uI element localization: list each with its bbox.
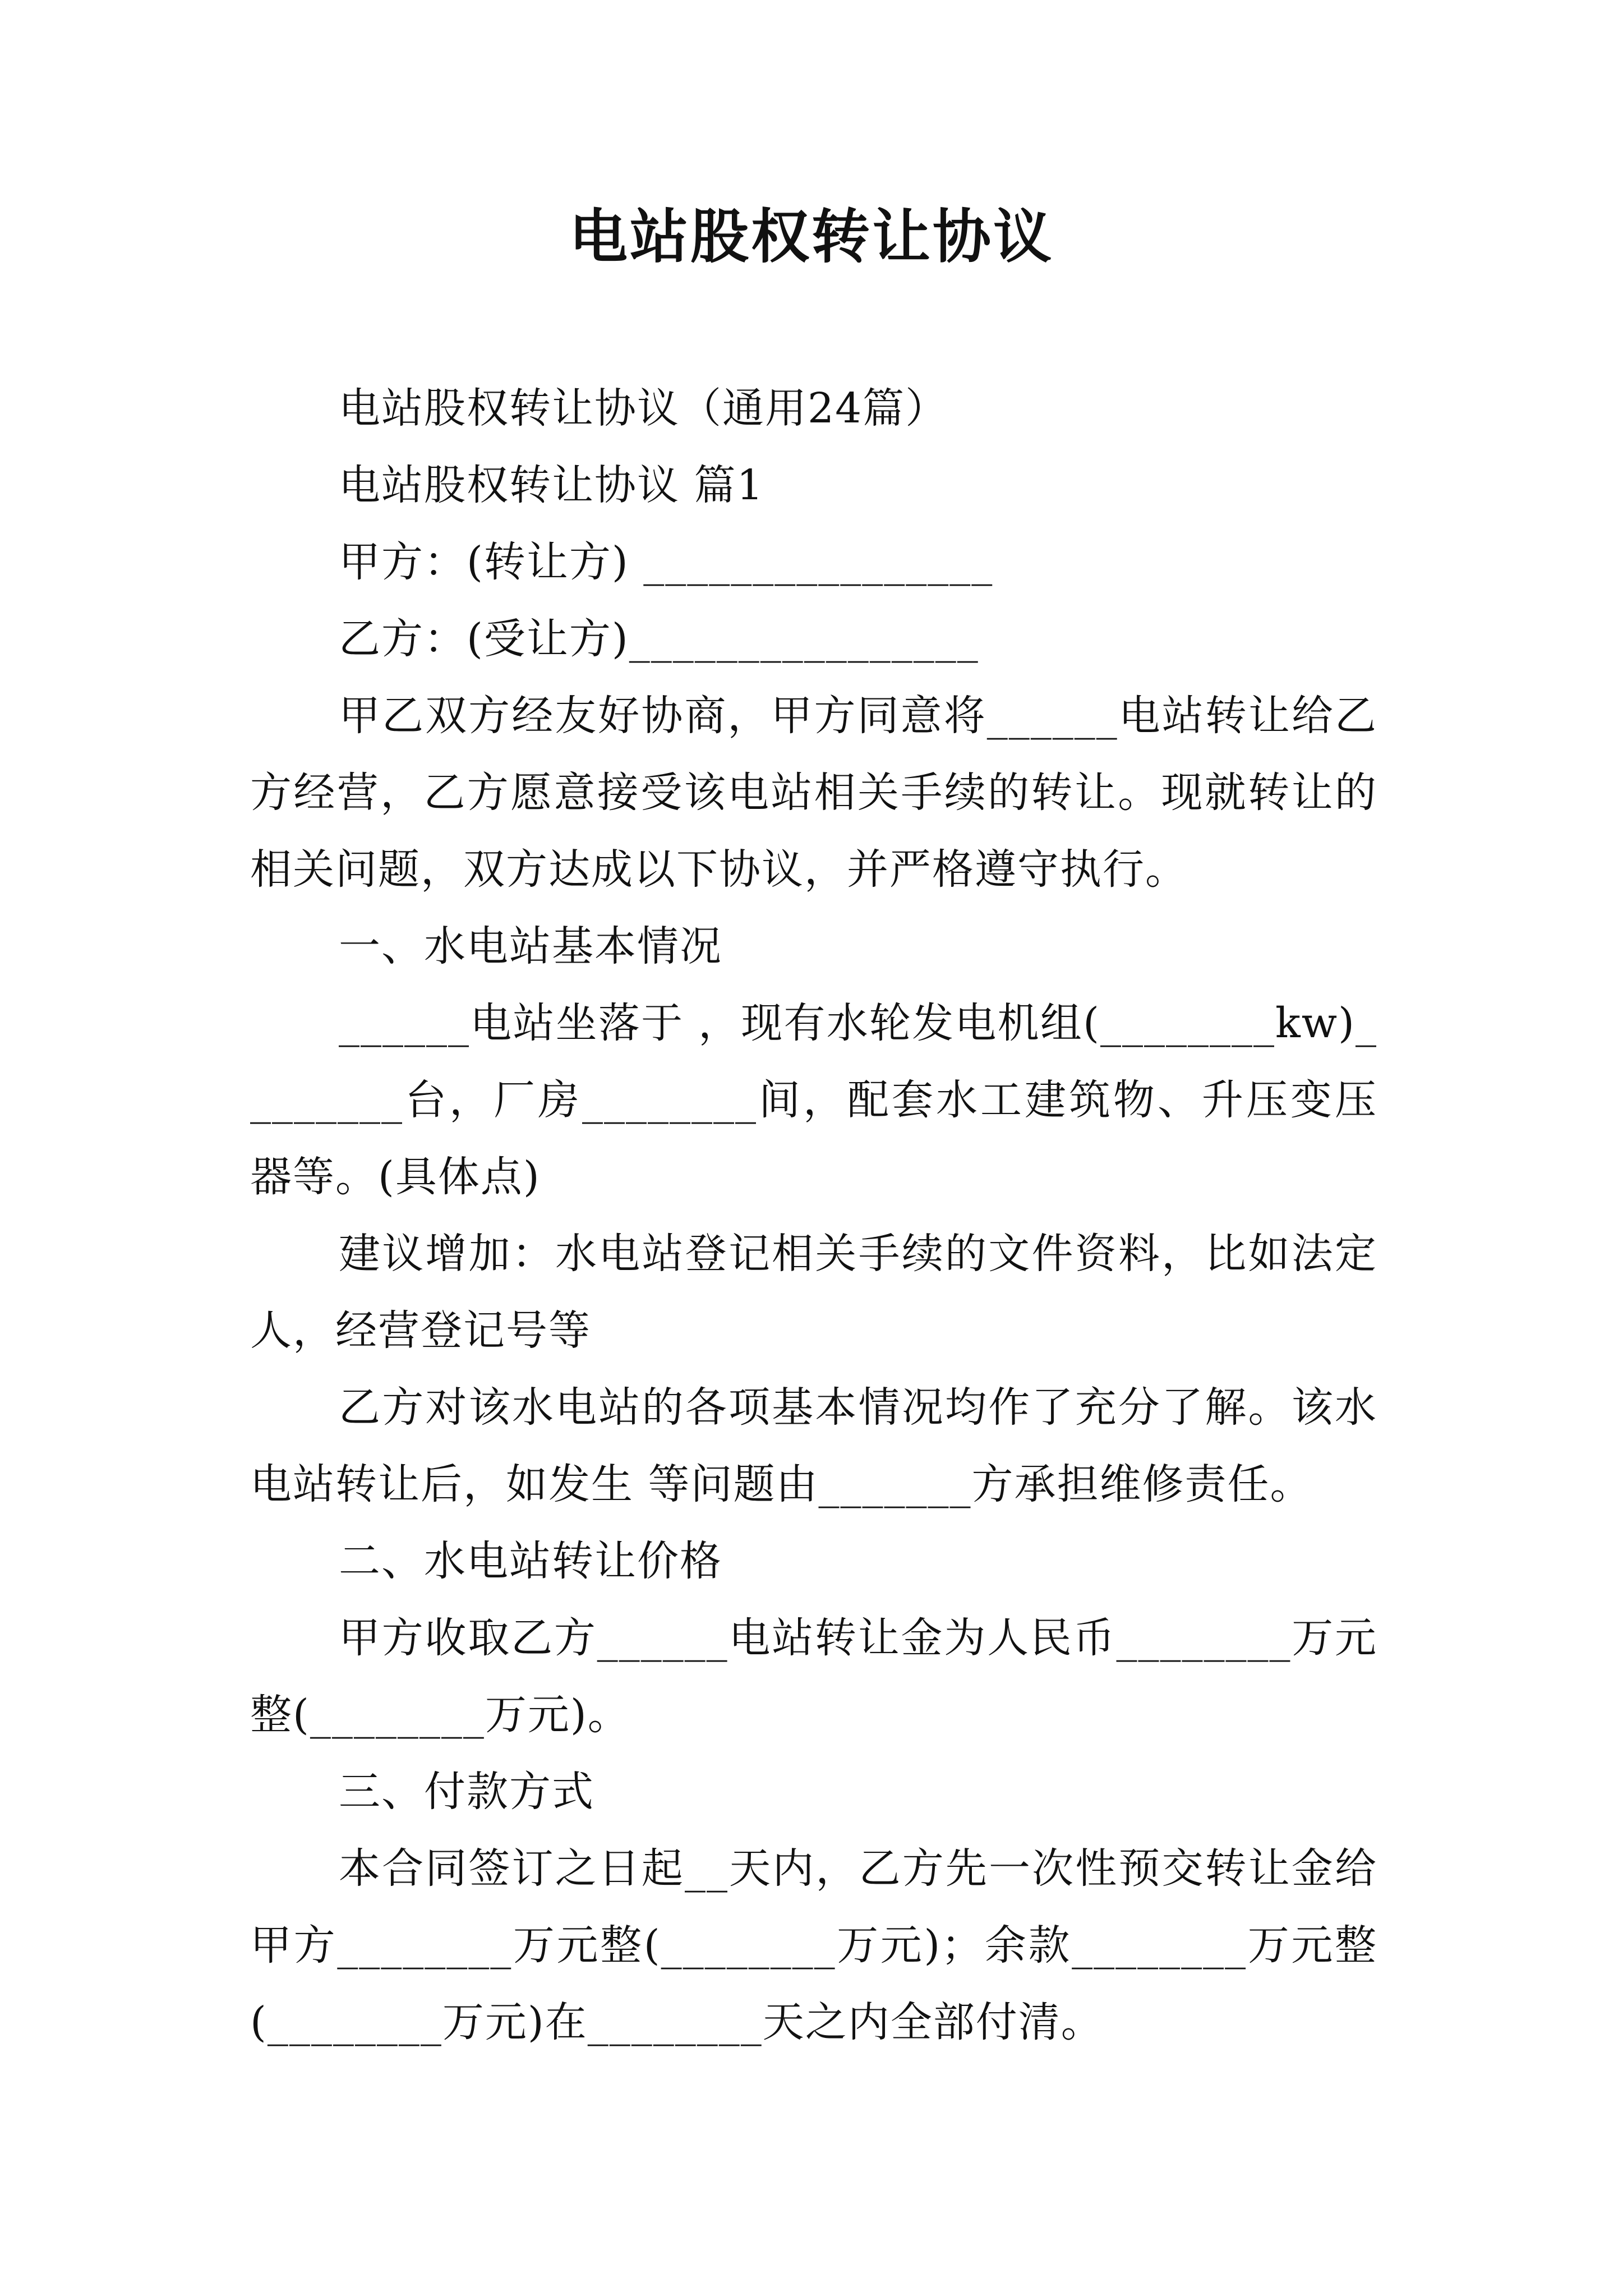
understanding-paragraph: 乙方对该水电站的各项基本情况均作了充分了解。该水电站转让后，如发生 等问题由_______方承担维修责任。 [250, 1383, 1377, 1508]
suggestion-paragraph: 建议增加：水电站登记相关手续的文件资料，比如法定人，经营登记号等 [250, 1230, 1377, 1355]
document-title: 电站股权转让协议 [569, 202, 1054, 271]
section-heading: 电站股权转让协议 篇1 [339, 461, 764, 509]
price-paragraph: 甲方收取乙方______电站转让金为人民币________万元整(________万元)。 [250, 1614, 1377, 1739]
clause-heading-3: 三、付款方式 [339, 1768, 594, 1816]
party-a-line: 甲方：(转让方) ________________ [339, 538, 994, 586]
party-b-line: 乙方：(受让方)________________ [339, 615, 979, 663]
document-body [250, 370, 1377, 2061]
clause-1-paragraph: ______电站坐落于 ，现有水轮发电机组(________kw)________台，厂房________间，配套水工建筑物、升压变压器等。(具体点) [250, 999, 1377, 1201]
subtitle-paragraph: 电站股权转让协议（通用24篇） [339, 384, 948, 432]
payment-paragraph: 本合同签订之日起__天内，乙方先一次性预交转让金给甲方________万元整(________万元)；余款________万元整(________万元)在________天之内全部付清。 [250, 1844, 1377, 2046]
clause-heading-1: 一、水电站基本情况 [339, 922, 722, 970]
intro-paragraph: 甲乙双方经友好协商，甲方同意将______电站转让给乙方经营，乙方愿意接受该电站相关手续的转让。现就转让的相关问题，双方达成以下协议，并严格遵守执行。 [250, 692, 1377, 894]
clause-heading-2: 二、水电站转让价格 [339, 1537, 722, 1585]
